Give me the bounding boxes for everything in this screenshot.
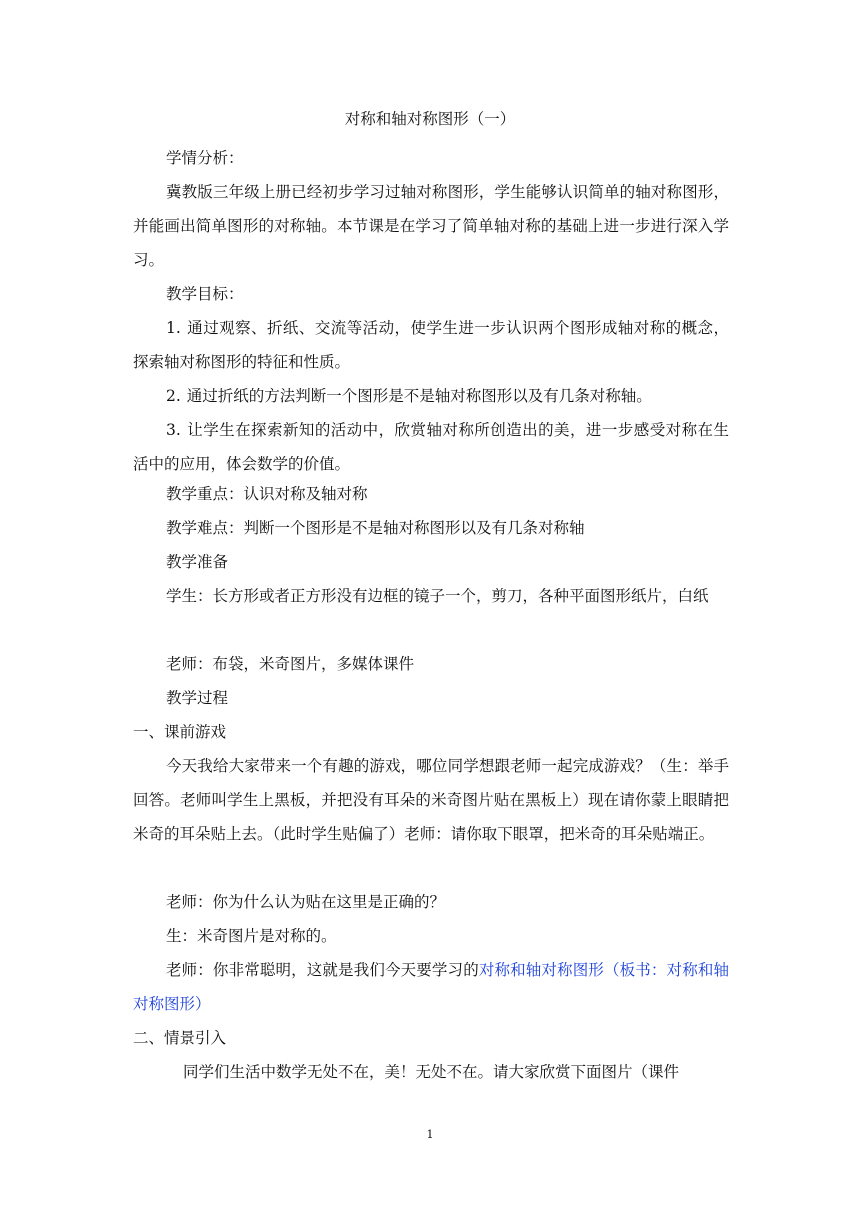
teacher-question: 老师：你为什么认为贴在这里是正确的？	[166, 893, 446, 911]
blackboard-topic-link: 对称和轴对称图形（板书：对称和轴对称图形）	[133, 961, 729, 1013]
teacher-reply-text: 老师：你非常聪明，这就是我们今天要学习的	[166, 961, 479, 979]
goal-number: 2.	[166, 387, 181, 405]
goal-text: 通过折纸的方法判断一个图形是不是轴对称图形以及有几条对称轴。	[186, 387, 652, 405]
goal-number: 3.	[166, 421, 181, 439]
preparation-student: 学生：长方形或者正方形没有边框的镜子一个，剪刀，各种平面图形纸片，白纸	[166, 587, 709, 605]
goals-heading: 教学目标：	[166, 285, 244, 303]
preparation-heading: 教学准备	[166, 553, 229, 571]
preparation-teacher: 老师：布袋，米奇图片，多媒体课件	[166, 655, 415, 673]
difficulty: 教学难点：判断一个图形是不是轴对称图形以及有几条对称轴	[166, 519, 585, 537]
student-answer: 生：米奇图片是对称的。	[166, 927, 337, 945]
goal-text: 通过观察、折纸、交流等活动，使学生进一步认识两个图形成轴对称的概念，探索轴对称图形的特征和性质。	[133, 319, 729, 371]
analysis-paragraph: 冀教版三年级上册已经初步学习过轴对称图形，学生能够认识简单的轴对称图形，并能画出简单图形的对称轴。本节课是在学习了简单轴对称的基础上进一步进行深入学习。	[133, 183, 729, 269]
goal-text: 让学生在探索新知的活动中，欣赏轴对称所创造出的美，进一步感受对称在生活中的应用，体会数学的价值。	[133, 421, 729, 473]
page-number: 1	[426, 1128, 434, 1141]
section-heading-game: 一、课前游戏	[133, 723, 227, 741]
goal-item-3	[133, 413, 729, 481]
document-title: 对称和轴对称图形（一）	[344, 110, 516, 128]
goal-item-2	[133, 379, 729, 413]
intro-paragraph: 同学们生活中数学无处不在，美！无处不在。请大家欣赏下面图片（课件	[183, 1063, 680, 1081]
key-point: 教学重点：认识对称及轴对称	[166, 485, 368, 503]
goal-number: 1.	[166, 319, 181, 337]
process-heading: 教学过程	[166, 689, 229, 707]
game-paragraph: 今天我给大家带来一个有趣的游戏，哪位同学想跟老师一起完成游戏？（生：举手回答。老师叫学生上黑板，并把没有耳朵的米奇图片贴在黑板上）现在请你蒙上眼睛把米奇的耳朵贴上去。（此时学生贴偏了）老师：请你取下眼罩，把米奇的耳朵贴端正。	[133, 757, 729, 843]
teacher-reply	[133, 953, 729, 1021]
goal-item-1	[133, 311, 729, 379]
section-heading-intro: 二、情景引入	[133, 1029, 227, 1047]
analysis-heading: 学情分析：	[166, 149, 244, 167]
